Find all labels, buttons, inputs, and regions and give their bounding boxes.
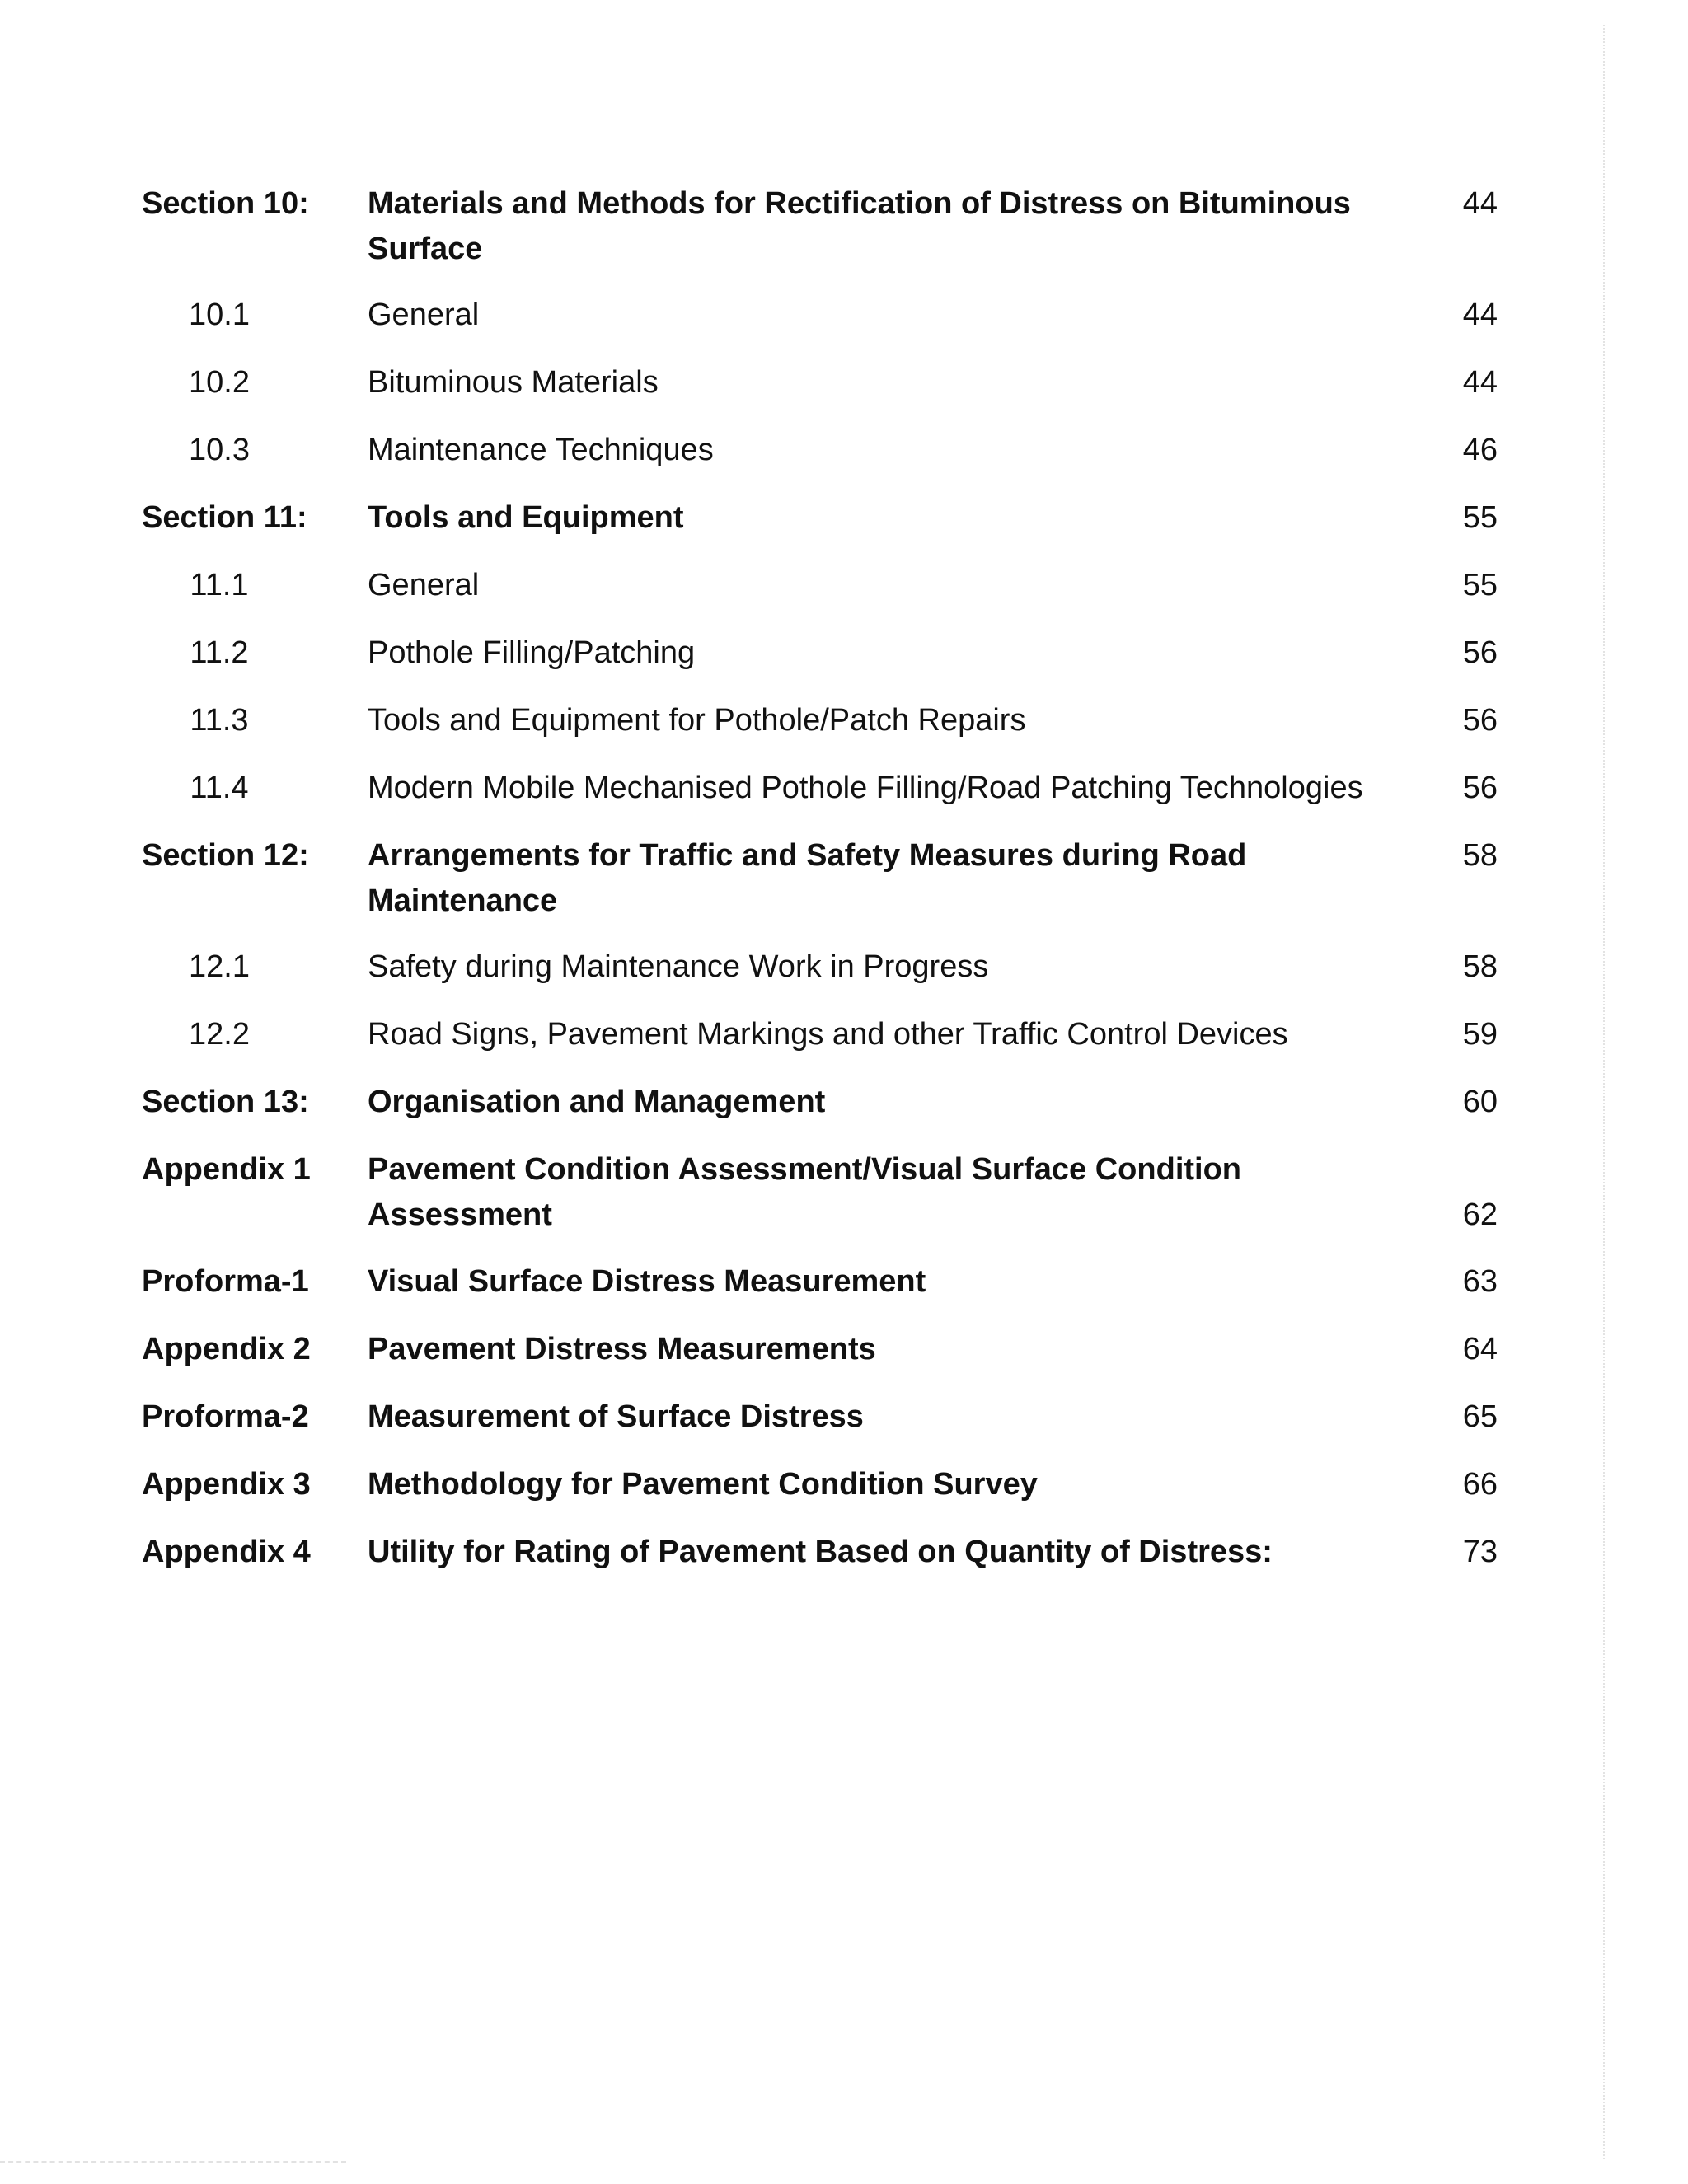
toc-entry-title: Road Signs, Pavement Markings and other Traffic Control Devices [368, 1017, 1288, 1052]
toc-entry-label: Section 10: [142, 186, 309, 221]
scan-footer-mark [0, 2161, 346, 2163]
toc-entry-label: 12.1 [189, 949, 250, 984]
toc-entry-page: 55 [1462, 568, 1498, 602]
toc-entry-page: 66 [1462, 1467, 1498, 1502]
toc-entry-title: Maintenance Techniques [368, 433, 714, 467]
toc-entry-title: Pothole Filling/Patching [368, 635, 696, 670]
toc-entry-page: 64 [1462, 1332, 1498, 1366]
toc-entry-page: 44 [1462, 298, 1498, 332]
toc-entry-label: Appendix 2 [142, 1332, 311, 1366]
toc-entry-title: Tools and Equipment for Pothole/Patch Repairs [368, 703, 1026, 738]
scan-edge-mark [1603, 25, 1606, 2159]
toc-entry-page: 58 [1462, 838, 1498, 873]
toc-entry-title: General [368, 568, 480, 602]
toc-entry-page: 56 [1462, 771, 1498, 805]
toc-entry-page: 63 [1462, 1264, 1498, 1299]
toc-entry-label: 11.1 [190, 568, 249, 602]
toc-entry-page: 44 [1462, 186, 1498, 221]
toc-entry-page: 56 [1462, 635, 1498, 670]
toc-entry-title: Safety during Maintenance Work in Progress [368, 949, 989, 984]
toc-entry-label: 11.4 [190, 771, 249, 805]
toc-entry-page: 44 [1462, 365, 1498, 400]
toc-entry-page: 58 [1462, 949, 1498, 984]
toc-entry-page: 62 [1462, 1197, 1498, 1232]
toc-entry-title: Pavement Distress Measurements [368, 1332, 876, 1366]
toc-entry-title: Utility for Rating of Pavement Based on Quantity of Distress: [368, 1535, 1273, 1569]
toc-entry-label: Appendix 1 [142, 1152, 311, 1187]
toc-entry-title: Methodology for Pavement Condition Survey [368, 1467, 1038, 1502]
toc-entry-label: Proforma-1 [142, 1264, 309, 1299]
toc-entry-page: 60 [1462, 1085, 1498, 1119]
toc-entry-label: Section 13: [142, 1085, 309, 1119]
toc-entry-title: Organisation and Management [368, 1085, 826, 1119]
toc-entry-title: Arrangements for Traffic and Safety Measures during Road Maintenance [368, 838, 1247, 918]
toc-entry-label: Appendix 3 [142, 1467, 311, 1502]
toc-entry-page: 73 [1462, 1535, 1498, 1569]
toc-entry-page: 65 [1462, 1399, 1498, 1434]
toc-entry-label: Proforma-2 [142, 1399, 309, 1434]
toc-entry-label: Section 11: [142, 500, 307, 535]
toc-entry-page: 46 [1462, 433, 1498, 467]
toc-entry-title: Bituminous Materials [368, 365, 659, 400]
toc-entry-title: Modern Mobile Mechanised Pothole Filling/Road Patching Technologies [368, 771, 1363, 805]
toc-entry-title: Measurement of Surface Distress [368, 1399, 864, 1434]
toc-entry-label: 11.3 [190, 703, 249, 738]
toc-entry-title: Materials and Methods for Rectification of Distress on Bituminous Surface [368, 186, 1351, 266]
toc-entry-label: 10.1 [189, 298, 250, 332]
toc-entry-label: 10.2 [189, 365, 250, 400]
toc-entry-title: General [368, 298, 480, 332]
toc-entry-label: Section 12: [142, 838, 309, 873]
toc-entry-page: 55 [1462, 500, 1498, 535]
toc-entry-label: 12.2 [189, 1017, 250, 1052]
toc-entry-title: Visual Surface Distress Measurement [368, 1264, 926, 1299]
toc-entry-title: Tools and Equipment [368, 500, 684, 535]
toc-entry-label: 10.3 [189, 433, 250, 467]
toc-entry-label: Appendix 4 [142, 1535, 311, 1569]
toc-entry-page: 56 [1462, 703, 1498, 738]
toc-entry-page: 59 [1462, 1017, 1498, 1052]
toc-entry-label: 11.2 [190, 635, 249, 670]
toc-entry-title: Pavement Condition Assessment/Visual Surface Condition Assessment [368, 1152, 1242, 1232]
